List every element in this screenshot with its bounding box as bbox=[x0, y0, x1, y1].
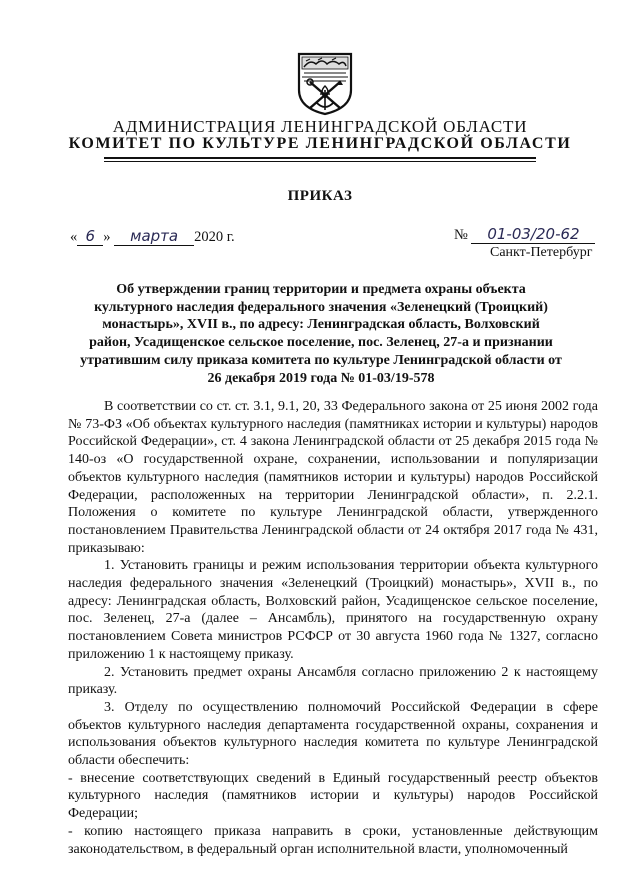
document-date bbox=[70, 227, 235, 246]
document-type: ПРИКАЗ bbox=[287, 188, 353, 204]
coat-of-arms-icon bbox=[296, 50, 354, 116]
header-rule-thin bbox=[104, 161, 536, 162]
body-item-2: 2. Установить предмет охраны Ансамбля согласно приложению 2 к настоящему приказу. bbox=[68, 664, 598, 698]
body-bullet-2: - копию настоящего приказа направить в сроки, установленные действующим законодательством, в федеральный орган исполнительной власти, уполномоченный bbox=[68, 823, 598, 857]
header-committee: КОМИТЕТ ПО КУЛЬТУРЕ ЛЕНИНГРАДСКОЙ ОБЛАСТИ bbox=[68, 135, 572, 152]
body-intro: В соответствии со ст. ст. 3.1, 9.1, 20, 33 Федерального закона от 25 июня 2002 года № 73-ФЗ «Об объектах культурного наследия (памятниках истории и культуры) народов Российской Федерации», ст. 4 закона Ленинградской области от 25 декабря 2015 года № 140-оз «О государственной охране, сохранении, использовании и популяризации объектов культурного наследия (памятников истории и культуры) народов Российской Федерации, расположенных на территории Ленинградской области», п. 2.2.1. Положения о комитете по культуре Ленинградской области, утвержденного постановлением Правительства Ленинградской области от 24 октября 2017 года № 431, приказываю: bbox=[68, 399, 598, 556]
document-body bbox=[68, 398, 598, 858]
date-close-quote: » bbox=[103, 229, 111, 245]
document-city: Санкт-Петербург bbox=[490, 245, 593, 260]
body-item-1: 1. Установить границы и режим использования территории объекта культурного наследия федерального значения «Зеленецкий (Троицкий) монастырь», XVII в., по адресу: Ленинградская область, Волховский район, Усадищенское сельское поселение, пос. Зеленец, 27-а (далее – Ансамбль), принятого на государственную охрану постановлением Совета министров РСФСР от 30 августа 1960 года № 1327, согласно приложению 1 к настоящему приказу. bbox=[68, 558, 598, 662]
date-open-quote: « bbox=[70, 229, 78, 245]
document-title: Об утверждении границ территории и предмета охраны объекта культурного наследия федерального значения «Зеленецкий (Троицкий) монастырь», XVII в., по адресу: Ленинградская область, Волховский район, Усадищенское сельское поселение, пос. Зеленец, 27-а и признании утратившим силу приказа комитета по культуре Ленинградской области от 26 декабря 2019 года № 01-03/19-578 bbox=[80, 282, 562, 386]
header-administration: АДМИНИСТРАЦИЯ ЛЕНИНГРАДСКОЙ ОБЛАСТИ bbox=[112, 117, 528, 136]
header-rule-thick bbox=[104, 157, 536, 159]
number-prefix: № bbox=[454, 227, 468, 243]
document-number bbox=[454, 225, 595, 244]
date-day: 6 bbox=[77, 227, 103, 246]
body-bullet-1: - внесение соответствующих сведений в Единый государственный реестр объектов культурного наследия (памятников истории и культуры) народов Российской Федерации; bbox=[68, 770, 598, 822]
body-item-3: 3. Отделу по осуществлению полномочий Российской Федерации в сфере объектов культурного наследия департамента государственной охраны, сохранения и использования объектов культурного наследия комитета по культуре Ленинградской области обеспечить: bbox=[68, 699, 598, 769]
date-month: марта bbox=[114, 227, 194, 246]
number-value: 01-03/20-62 bbox=[471, 225, 595, 244]
date-year: 2020 г. bbox=[194, 229, 235, 245]
